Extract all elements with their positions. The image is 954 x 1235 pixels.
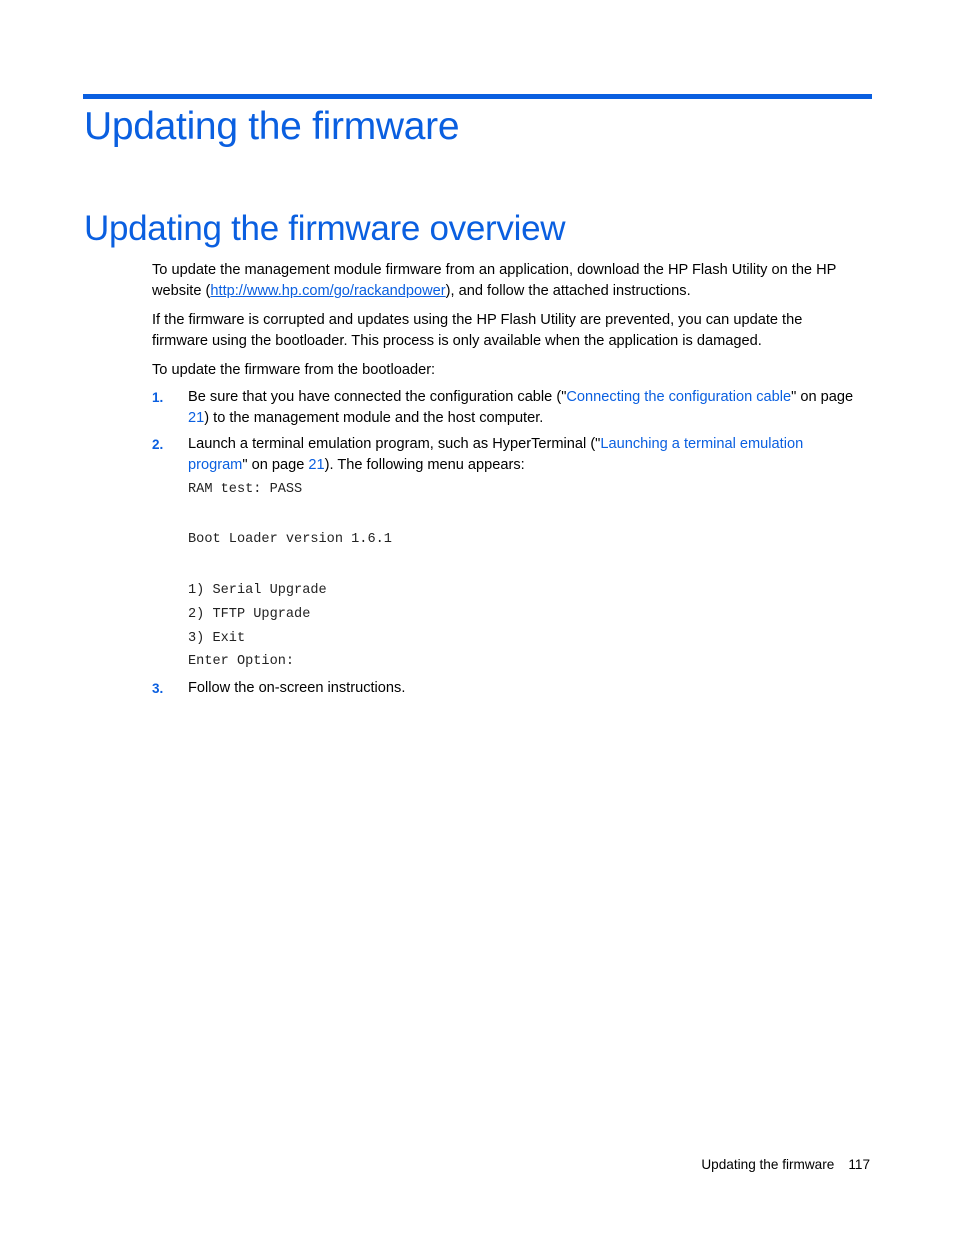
intro-paragraph bbox=[152, 260, 857, 302]
intro-text-after: ), and follow the attached instructions. bbox=[445, 283, 691, 299]
step-text-before: Be sure that you have connected the configuration cable (" bbox=[188, 389, 567, 405]
footer-section-title: Updating the firmware bbox=[701, 1157, 835, 1172]
step-text-middle: " on page bbox=[791, 389, 854, 405]
code-line: Enter Option: bbox=[188, 654, 295, 669]
step-text: Follow the on-screen instructions. bbox=[188, 680, 406, 696]
launching-terminal-link[interactable]: Launching a terminal emulation program bbox=[188, 436, 804, 473]
hp-website-link[interactable]: http://www.hp.com/go/rackandpower bbox=[210, 283, 446, 299]
page-footer bbox=[701, 1157, 870, 1172]
page-ref-link[interactable]: 21 bbox=[188, 410, 205, 426]
step-3 bbox=[152, 678, 857, 700]
code-line: 1) Serial Upgrade bbox=[188, 583, 327, 598]
connecting-cable-link[interactable]: Connecting the configuration cable bbox=[566, 389, 792, 405]
step-2 bbox=[152, 434, 857, 478]
step-number: 3. bbox=[152, 681, 164, 696]
code-line: 3) Exit bbox=[188, 631, 246, 646]
page-ref-link[interactable]: 21 bbox=[308, 457, 325, 473]
chapter-rule bbox=[83, 94, 872, 99]
intro-text-before: To update the management module firmware from an application, download the HP Flash Utility on the HP website ( bbox=[152, 262, 837, 299]
step-text bbox=[188, 387, 856, 429]
code-line: 2) TFTP Upgrade bbox=[188, 607, 311, 622]
step-text-before: Launch a terminal emulation program, such as HyperTerminal (" bbox=[188, 436, 601, 452]
code-line: Boot Loader version 1.6.1 bbox=[188, 532, 392, 547]
page-number: 117 bbox=[848, 1157, 870, 1172]
step-text-after: ). The following menu appears: bbox=[324, 457, 525, 473]
step-text bbox=[188, 434, 856, 476]
step-number: 1. bbox=[152, 390, 164, 405]
step-text-after: ) to the management module and the host computer. bbox=[204, 410, 544, 426]
code-line: RAM test: PASS bbox=[188, 482, 303, 497]
bootloader-intro: To update the firmware from the bootloader: bbox=[152, 362, 436, 378]
step-1 bbox=[152, 387, 857, 431]
step-text-middle: " on page bbox=[242, 457, 309, 473]
bootloader-paragraph: If the firmware is corrupted and updates using the HP Flash Utility are prevented, you can update the firmware using the bootloader. This process is only available when the application is damaged. bbox=[152, 312, 803, 349]
chapter-title: Updating the firmware bbox=[84, 105, 460, 148]
step-number: 2. bbox=[152, 437, 164, 452]
section-title: Updating the firmware overview bbox=[84, 209, 566, 248]
